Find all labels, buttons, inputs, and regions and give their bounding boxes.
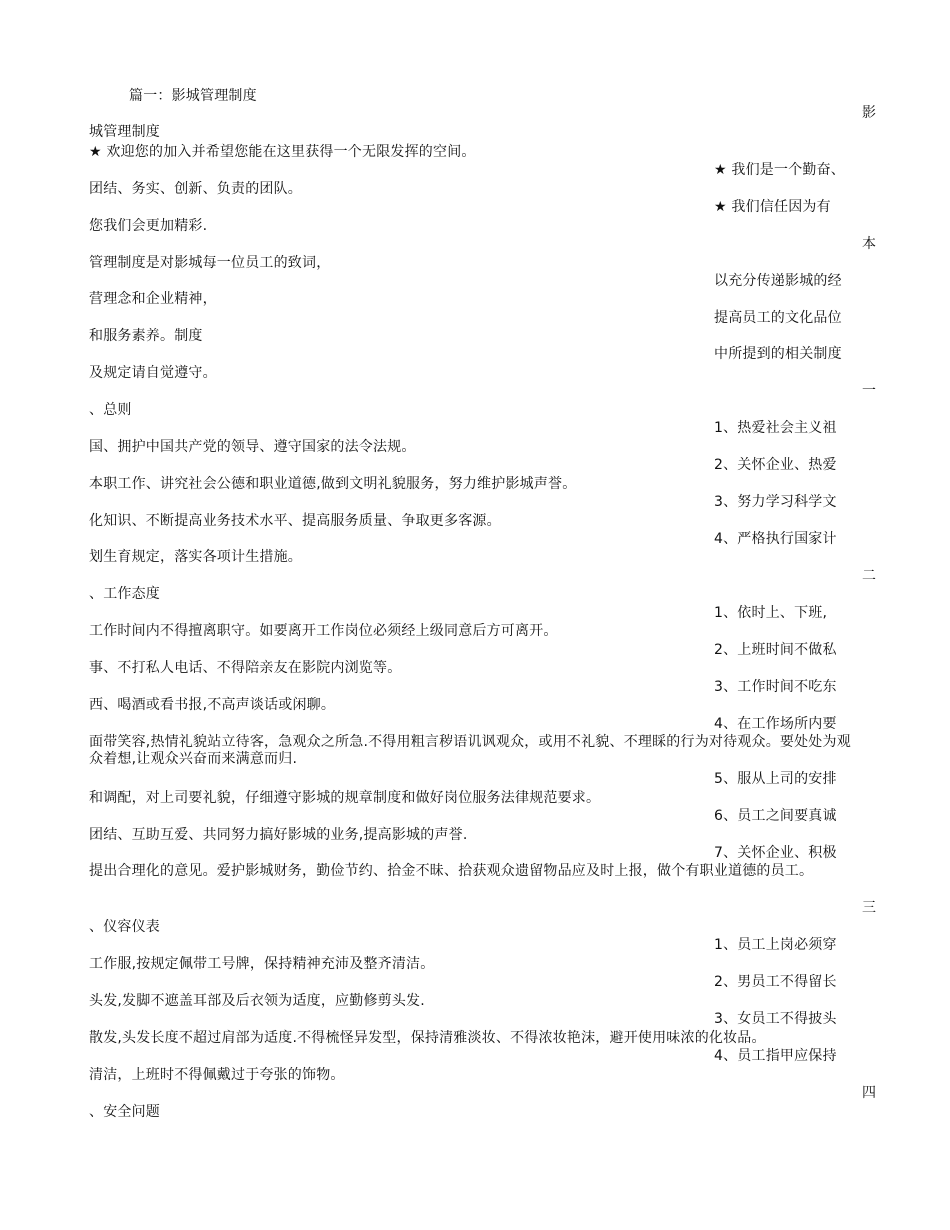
right-line: 四 (862, 1085, 877, 1101)
left-line: 划生育规定，落实各项计生措施。 (89, 549, 302, 565)
left-line: ★ 欢迎您的加入并希望您能在这里获得一个无限发挥的空间。 (89, 144, 476, 160)
right-line: ★ 我们是一个勤奋、 (714, 162, 846, 178)
right-line: 本 (862, 236, 877, 252)
left-line: 团结、务实、创新、负责的团队。 (89, 181, 302, 197)
left-line: 散发,头发长度不超过肩部为适度.不得梳怪异发型，保持清雅淡妆、不得浓妆艳沫，避开使用味浓的化妆品。 (89, 1030, 766, 1046)
right-line: 1、依时上、下班, (714, 605, 828, 621)
left-line: 面带笑容,热情礼貌站立待客，急观众之所急.不得用粗言秽语讥讽观众，或用不礼貌、不理睬的行为对待观众。要处处为观众着想,让观众兴奋而来满意而归. (89, 734, 851, 767)
right-line: 2、男员工不得留长 (714, 974, 837, 990)
left-line: 化知识、不断提高业务技术水平、提高服务质量、争取更多客源。 (89, 513, 501, 529)
left-line: 和服务素养。制度 (89, 328, 203, 344)
right-line: 三 (862, 900, 877, 916)
left-line: 工作服,按规定佩带工号牌，保持精神充沛及整齐清洁。 (89, 956, 435, 972)
left-line: 及规定请自觉遵守。 (89, 365, 217, 381)
left-line: 城管理制度 (89, 124, 160, 140)
left-line: 本职工作、讲究社会公德和职业道德,做到文明礼貌服务，努力维护影城声誉。 (89, 476, 577, 492)
left-line: 清洁，上班时不得佩戴过于夸张的饰物。 (89, 1067, 345, 1083)
right-line: 3、女员工不得披头 (714, 1011, 837, 1027)
left-line: 、安全问题 (89, 1104, 160, 1120)
left-line: 提出合理化的意见。爱护影城财务，勤俭节约、拾金不昧、拾获观众遗留物品应及时上报，做个有职业道德的员工。 (89, 863, 814, 879)
left-line: 团结、互助互爱、共同努力搞好影城的业务,提高影城的声誉. (89, 827, 468, 843)
right-line: 3、努力学习科学文 (714, 494, 837, 510)
right-line: 6、员工之间要真诚 (714, 808, 837, 824)
right-line: 2、上班时间不做私 (714, 642, 837, 658)
right-line: 影 (862, 105, 877, 121)
right-line: 4、严格执行国家计 (714, 531, 837, 547)
right-line: 7、关怀企业、积极 (714, 845, 837, 861)
right-line: 2、关怀企业、热爱 (714, 457, 837, 473)
right-line: 4、员工指甲应保持 (714, 1048, 837, 1064)
left-line: 管理制度是对影城每一位员工的致词， (89, 255, 331, 271)
left-line: 、工作态度 (89, 586, 160, 602)
right-line: 1、员工上岗必须穿 (714, 937, 837, 953)
right-line: 提高员工的文化品位 (714, 310, 842, 326)
right-line: 5、服从上司的安排 (714, 771, 837, 787)
right-line: 以充分传递影城的经 (714, 273, 842, 289)
left-line: 您我们会更加精彩. (89, 218, 208, 234)
section-title: 篇一：影城管理制度 (129, 88, 257, 104)
left-line: 国、拥护中国共产党的领导、遵守国家的法令法规。 (89, 439, 416, 455)
left-line: 、总则 (89, 402, 132, 418)
left-line: 、仪容仪表 (89, 919, 160, 935)
left-line: 头发,发脚不遮盖耳部及后衣领为适度，应勤修剪头发. (89, 993, 425, 1009)
left-line: 西、喝酒或看书报,不高声谈话或闲聊。 (89, 697, 336, 713)
right-line: ★ 我们信任因为有 (714, 199, 831, 215)
right-line: 中所提到的相关制度 (714, 346, 842, 362)
left-line: 营理念和企业精神， (89, 291, 217, 307)
right-line: 4、在工作场所内要 (714, 716, 837, 732)
left-line: 工作时间内不得擅离职守。如要离开工作岗位必须经上级同意后方可离开。 (89, 623, 558, 639)
right-line: 二 (862, 568, 877, 584)
right-line: 一 (862, 383, 877, 399)
left-line: 和调配，对上司要礼貌，仔细遵守影城的规章制度和做好岗位服务法律规范要求。 (89, 790, 601, 806)
right-line: 1、热爱社会主义祖 (714, 420, 837, 436)
left-line: 事、不打私人电话、不得陪亲友在影院内浏览等。 (89, 660, 402, 676)
right-line: 3、工作时间不吃东 (714, 679, 837, 695)
